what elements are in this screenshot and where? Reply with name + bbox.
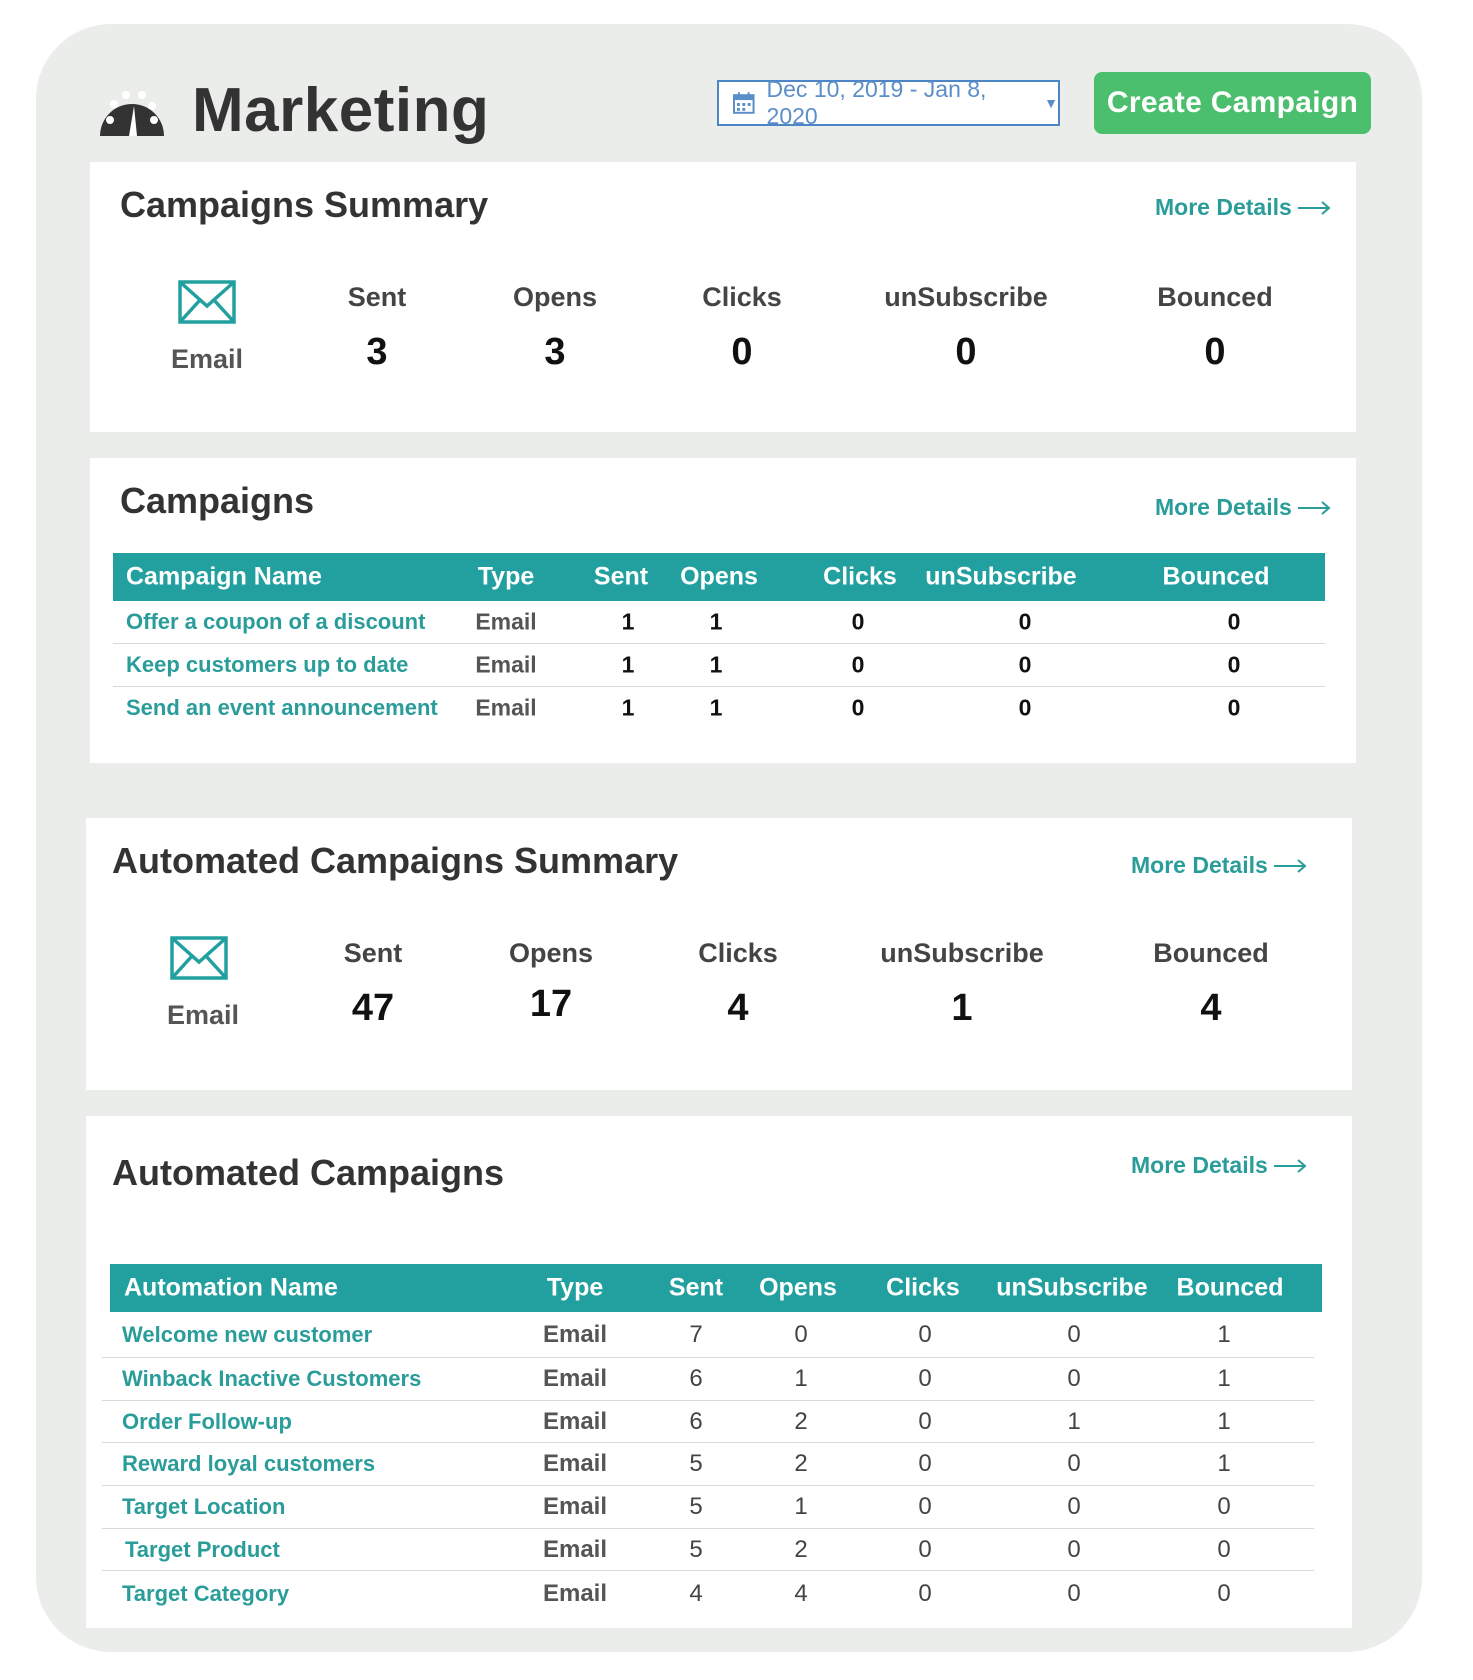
more-details-link[interactable] — [1155, 194, 1332, 221]
cell-bounced: 1 — [1217, 1365, 1231, 1392]
table-row[interactable] — [102, 1313, 1314, 1358]
cell-unsubscribe: 1 — [1067, 1407, 1081, 1435]
table-header — [113, 553, 1325, 601]
automation-name-link[interactable]: Welcome new customer — [122, 1322, 373, 1347]
cell-opens: 0 — [794, 1321, 808, 1348]
cell-unsubscribe: 0 — [1067, 1535, 1081, 1563]
arrow-right-icon — [1274, 859, 1308, 873]
col-type[interactable]: Type — [477, 562, 535, 591]
page-title: Marketing — [192, 75, 490, 145]
cell-clicks: 0 — [851, 651, 865, 678]
arrow-right-icon — [1274, 1159, 1308, 1173]
more-details-label[interactable]: More Details — [1131, 852, 1268, 878]
col-bounced[interactable]: Bounced — [1176, 1273, 1284, 1302]
stat-value: 3 — [544, 331, 566, 373]
cell-unsubscribe: 0 — [1067, 1580, 1081, 1607]
table-row[interactable] — [102, 1443, 1314, 1486]
cell-type: Email — [542, 1493, 608, 1520]
stat-label: unSubscribe — [880, 938, 1044, 968]
table-header — [110, 1264, 1322, 1312]
arrow-right-icon — [1298, 501, 1332, 515]
cell-clicks: 0 — [918, 1580, 932, 1607]
more-details-label[interactable]: More Details — [1131, 1152, 1268, 1178]
cell-type: Email — [475, 651, 537, 678]
card-title: Automated Campaigns — [112, 1152, 505, 1193]
cell-sent: 4 — [689, 1580, 703, 1607]
col-clicks[interactable]: Clicks — [886, 1273, 960, 1302]
cell-bounced: 0 — [1227, 608, 1241, 635]
email-icon — [170, 936, 228, 980]
cell-clicks: 0 — [918, 1407, 932, 1435]
table-row[interactable] — [102, 1571, 1314, 1617]
arrow-right-icon — [1298, 201, 1332, 215]
cell-clicks: 0 — [918, 1535, 932, 1563]
stat-value: 0 — [955, 331, 977, 373]
cell-sent: 5 — [689, 1493, 703, 1520]
stat-value: 47 — [351, 987, 395, 1029]
cell-type: Email — [542, 1535, 608, 1563]
cell-type: Email — [542, 1580, 608, 1607]
stat-label: unSubscribe — [884, 282, 1048, 312]
col-bounced[interactable]: Bounced — [1162, 562, 1270, 591]
cell-opens: 1 — [794, 1493, 808, 1520]
dashboard-gauge-icon — [96, 80, 168, 140]
automation-name-link[interactable]: Target Product — [125, 1536, 280, 1562]
cell-unsubscribe: 0 — [1018, 651, 1032, 678]
cell-sent: 5 — [689, 1535, 703, 1563]
card-title: Campaigns Summary — [120, 184, 489, 225]
cell-opens: 1 — [794, 1365, 808, 1392]
cell-unsubscribe: 0 — [1067, 1365, 1081, 1392]
cell-clicks: 0 — [851, 608, 865, 635]
page-header — [96, 70, 489, 150]
cell-clicks: 0 — [918, 1493, 932, 1520]
cell-bounced: 0 — [1227, 651, 1241, 678]
cell-opens: 1 — [709, 651, 723, 678]
stat-value: 3 — [366, 331, 388, 373]
automation-name-link[interactable]: Target Category — [122, 1581, 290, 1606]
cell-sent: 5 — [689, 1450, 703, 1477]
channel-label: Email — [166, 1000, 240, 1030]
more-details-link[interactable] — [1131, 852, 1308, 879]
col-opens[interactable]: Opens — [759, 1273, 837, 1302]
cell-clicks: 0 — [918, 1321, 932, 1348]
stat-label: Sent — [347, 282, 407, 312]
more-details-link[interactable] — [1155, 494, 1332, 521]
automated-summary-card — [86, 818, 1352, 1090]
stat-bounced — [1153, 938, 1269, 1030]
date-range-picker[interactable] — [717, 76, 1060, 129]
cell-bounced: 0 — [1217, 1535, 1231, 1563]
table-row[interactable] — [102, 1529, 1314, 1571]
stat-sent — [344, 938, 403, 1030]
stat-label: Bounced — [1157, 282, 1273, 312]
more-details-label[interactable]: More Details — [1155, 194, 1292, 220]
table-row[interactable] — [102, 1401, 1314, 1443]
col-opens[interactable]: Opens — [680, 562, 758, 591]
campaign-name-link[interactable]: Offer a coupon of a discount — [126, 609, 426, 634]
campaign-name-link[interactable]: Keep customers up to date — [126, 652, 409, 677]
cell-unsubscribe: 0 — [1067, 1450, 1081, 1477]
cell-opens: 1 — [709, 694, 723, 721]
automation-name-link[interactable]: Reward loyal customers — [122, 1451, 376, 1476]
stat-clicks — [698, 938, 778, 1030]
more-details-link[interactable] — [1131, 1152, 1308, 1179]
cell-type: Email — [542, 1407, 608, 1435]
campaign-name-link[interactable]: Send an event announcement — [126, 695, 438, 720]
stat-opens — [509, 938, 593, 1026]
stat-value: 0 — [1204, 331, 1226, 373]
date-range-text: Dec 10, 2019 - Jan 8, 2020 — [766, 76, 987, 129]
table-row[interactable] — [113, 687, 1325, 729]
cell-bounced: 0 — [1217, 1580, 1231, 1607]
cell-type: Email — [475, 694, 537, 721]
stat-unsubscribe — [884, 282, 1048, 374]
table-row[interactable] — [102, 1486, 1314, 1529]
col-sent[interactable]: Sent — [668, 1273, 724, 1302]
cell-opens: 2 — [794, 1450, 808, 1477]
cell-sent: 6 — [689, 1407, 703, 1435]
stat-bounced — [1157, 282, 1273, 374]
cell-bounced: 1 — [1217, 1450, 1231, 1477]
campaigns-card — [90, 458, 1356, 763]
stat-label: Opens — [508, 938, 594, 968]
cell-opens: 2 — [794, 1535, 808, 1563]
cell-unsubscribe: 0 — [1067, 1321, 1081, 1348]
col-unsubscribe[interactable]: unSubscribe — [925, 562, 1077, 591]
cell-sent: 1 — [621, 651, 635, 678]
cell-clicks: 0 — [918, 1365, 932, 1392]
cell-clicks: 0 — [918, 1450, 932, 1477]
col-type[interactable]: Type — [546, 1273, 604, 1302]
table-row[interactable] — [102, 1358, 1314, 1401]
cell-type: Email — [542, 1450, 608, 1477]
more-details-label[interactable]: More Details — [1155, 494, 1292, 520]
cell-type: Email — [542, 1365, 608, 1392]
stat-clicks — [702, 282, 782, 374]
cell-sent: 1 — [621, 694, 635, 721]
cell-opens: 2 — [794, 1407, 808, 1435]
cell-type: Email — [542, 1321, 608, 1348]
cell-unsubscribe: 0 — [1018, 608, 1032, 635]
cell-unsubscribe: 0 — [1018, 694, 1032, 721]
create-campaign-button[interactable]: Create Campaign — [1094, 72, 1371, 134]
cell-bounced: 1 — [1217, 1321, 1231, 1348]
automation-name-link[interactable]: Target Location — [122, 1494, 286, 1519]
caret-down-icon: ▼ — [1044, 95, 1058, 111]
automation-name-link[interactable]: Winback Inactive Customers — [122, 1366, 422, 1391]
cell-bounced: 1 — [1217, 1407, 1231, 1435]
campaigns-summary-card — [90, 162, 1356, 432]
stat-value: 17 — [529, 983, 573, 1025]
card-title: Campaigns — [120, 480, 315, 521]
stat-value: 0 — [731, 331, 753, 373]
col-clicks[interactable]: Clicks — [823, 562, 897, 591]
cell-opens: 4 — [794, 1580, 808, 1607]
cell-sent: 7 — [689, 1321, 703, 1348]
col-campaign-name[interactable]: Campaign Name — [126, 562, 322, 591]
cell-bounced: 0 — [1217, 1493, 1231, 1520]
col-unsubscribe[interactable]: unSubscribe — [996, 1273, 1148, 1302]
stat-label: Clicks — [698, 938, 778, 968]
table-row[interactable] — [113, 601, 1325, 644]
cell-opens: 1 — [709, 608, 723, 635]
stat-value: 4 — [727, 987, 749, 1029]
cell-sent: 1 — [621, 608, 635, 635]
cell-sent: 6 — [689, 1365, 703, 1392]
table-row[interactable] — [113, 644, 1325, 687]
col-automation-name[interactable]: Automation Name — [124, 1273, 338, 1302]
stat-label: Opens — [512, 282, 598, 312]
stat-label: Sent — [343, 938, 403, 968]
col-sent[interactable]: Sent — [593, 562, 649, 591]
card-title: Automated Campaigns Summary — [112, 840, 679, 881]
channel-label: Email — [170, 344, 244, 374]
stat-sent — [348, 282, 407, 374]
stat-label: Clicks — [702, 282, 782, 312]
stat-value: 1 — [951, 987, 973, 1029]
email-icon — [178, 280, 236, 324]
stat-label: Bounced — [1153, 938, 1269, 968]
stat-opens — [513, 282, 597, 374]
cell-bounced: 0 — [1227, 694, 1241, 721]
automation-name-link[interactable]: Order Follow-up — [122, 1408, 292, 1434]
cell-clicks: 0 — [851, 694, 865, 721]
stat-value: 4 — [1200, 987, 1222, 1029]
cell-unsubscribe: 0 — [1067, 1493, 1081, 1520]
calendar-icon — [733, 92, 755, 114]
stat-unsubscribe — [880, 938, 1044, 1030]
automated-campaigns-card — [86, 1116, 1352, 1628]
cell-type: Email — [475, 608, 537, 635]
